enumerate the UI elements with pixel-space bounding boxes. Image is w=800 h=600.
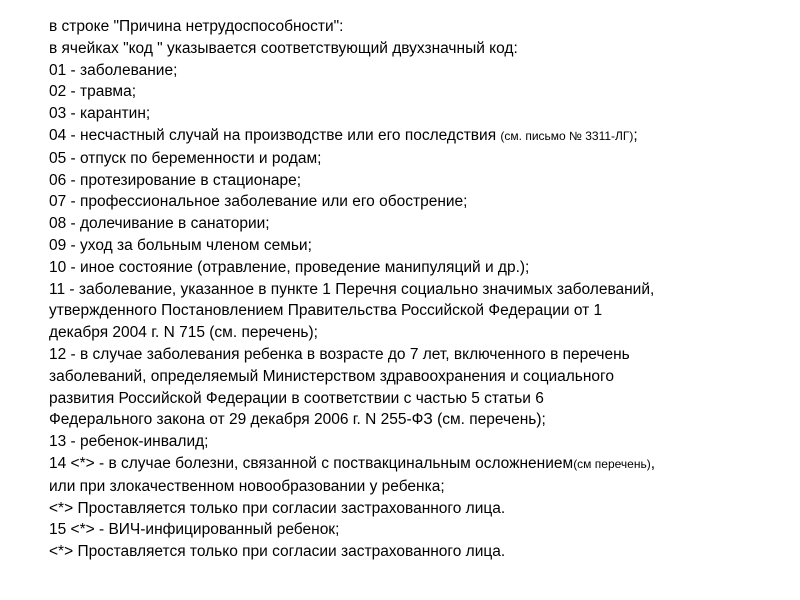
code-12-line-4: Федерального закона от 29 декабря 2006 г. N 255-ФЗ (см. перечень);	[49, 411, 546, 429]
code-11-line-1: 11 - заболевание, указанное в пункте 1 Перечня социально значимых заболеваний,	[49, 280, 655, 298]
footnote-1: <*> Проставляется только при согласии застрахованного лица.	[49, 499, 506, 517]
code-11	[49, 279, 769, 344]
code-02: 02 - травма;	[49, 83, 136, 101]
code-04	[49, 125, 769, 148]
intro-line-2: в ячейках "код " указывается соответствующий двухзначный код:	[49, 39, 518, 57]
code-13: 13 - ребенок-инвалид;	[49, 433, 209, 451]
code-04-text: 04 - несчастный случай на производстве или его последствия	[49, 126, 501, 144]
code-14-tail: ,	[650, 454, 656, 472]
code-04-note: (см. письмо № 3311-ЛГ)	[500, 128, 634, 143]
code-14	[49, 453, 769, 498]
code-08: 08 - долечивание в санатории;	[49, 215, 270, 233]
code-06: 06 - протезирование в стационаре;	[49, 171, 302, 189]
code-10: 10 - иное состояние (отравление, проведение манипуляций и др.);	[49, 258, 530, 276]
code-15: 15 <*> - ВИЧ-инфицированный ребенок;	[49, 521, 340, 539]
code-14-line-2: или при злокачественном новообразовании у ребенка;	[49, 477, 445, 495]
code-11-line-3: декабря 2004 г. N 715 (см. перечень);	[49, 324, 318, 342]
code-12-line-3: развития Российской Федерации в соответствии с частью 5 статьи 6	[49, 389, 544, 407]
code-12-line-1: 12 - в случае заболевания ребенка в возрасте до 7 лет, включенного в перечень	[49, 345, 630, 363]
code-14-text: 14 <*> - в случае болезни, связанной с поствакцинальным осложнением	[49, 454, 574, 472]
document-body	[49, 16, 769, 563]
code-14-line-1	[49, 453, 769, 476]
intro-line-1: в строке "Причина нетрудоспособности":	[49, 18, 344, 35]
code-03: 03 - карантин;	[49, 105, 151, 123]
footnote-2: <*> Проставляется только при согласии застрахованного лица.	[49, 543, 506, 561]
code-14-note: (см перечень)	[573, 456, 651, 471]
code-11-line-2: утвержденного Постановлением Правительства Российской Федерации от 1	[49, 302, 603, 320]
code-12	[49, 344, 769, 431]
code-07: 07 - профессиональное заболевание или его обострение;	[49, 193, 468, 211]
code-05: 05 - отпуск по беременности и родам;	[49, 149, 322, 167]
code-01: 01 - заболевание;	[49, 61, 178, 79]
code-09: 09 - уход за больным членом семьи;	[49, 236, 312, 254]
code-04-tail: ;	[633, 126, 638, 144]
code-12-line-2: заболеваний, определяемый Министерством здравоохранения и социального	[49, 367, 614, 385]
